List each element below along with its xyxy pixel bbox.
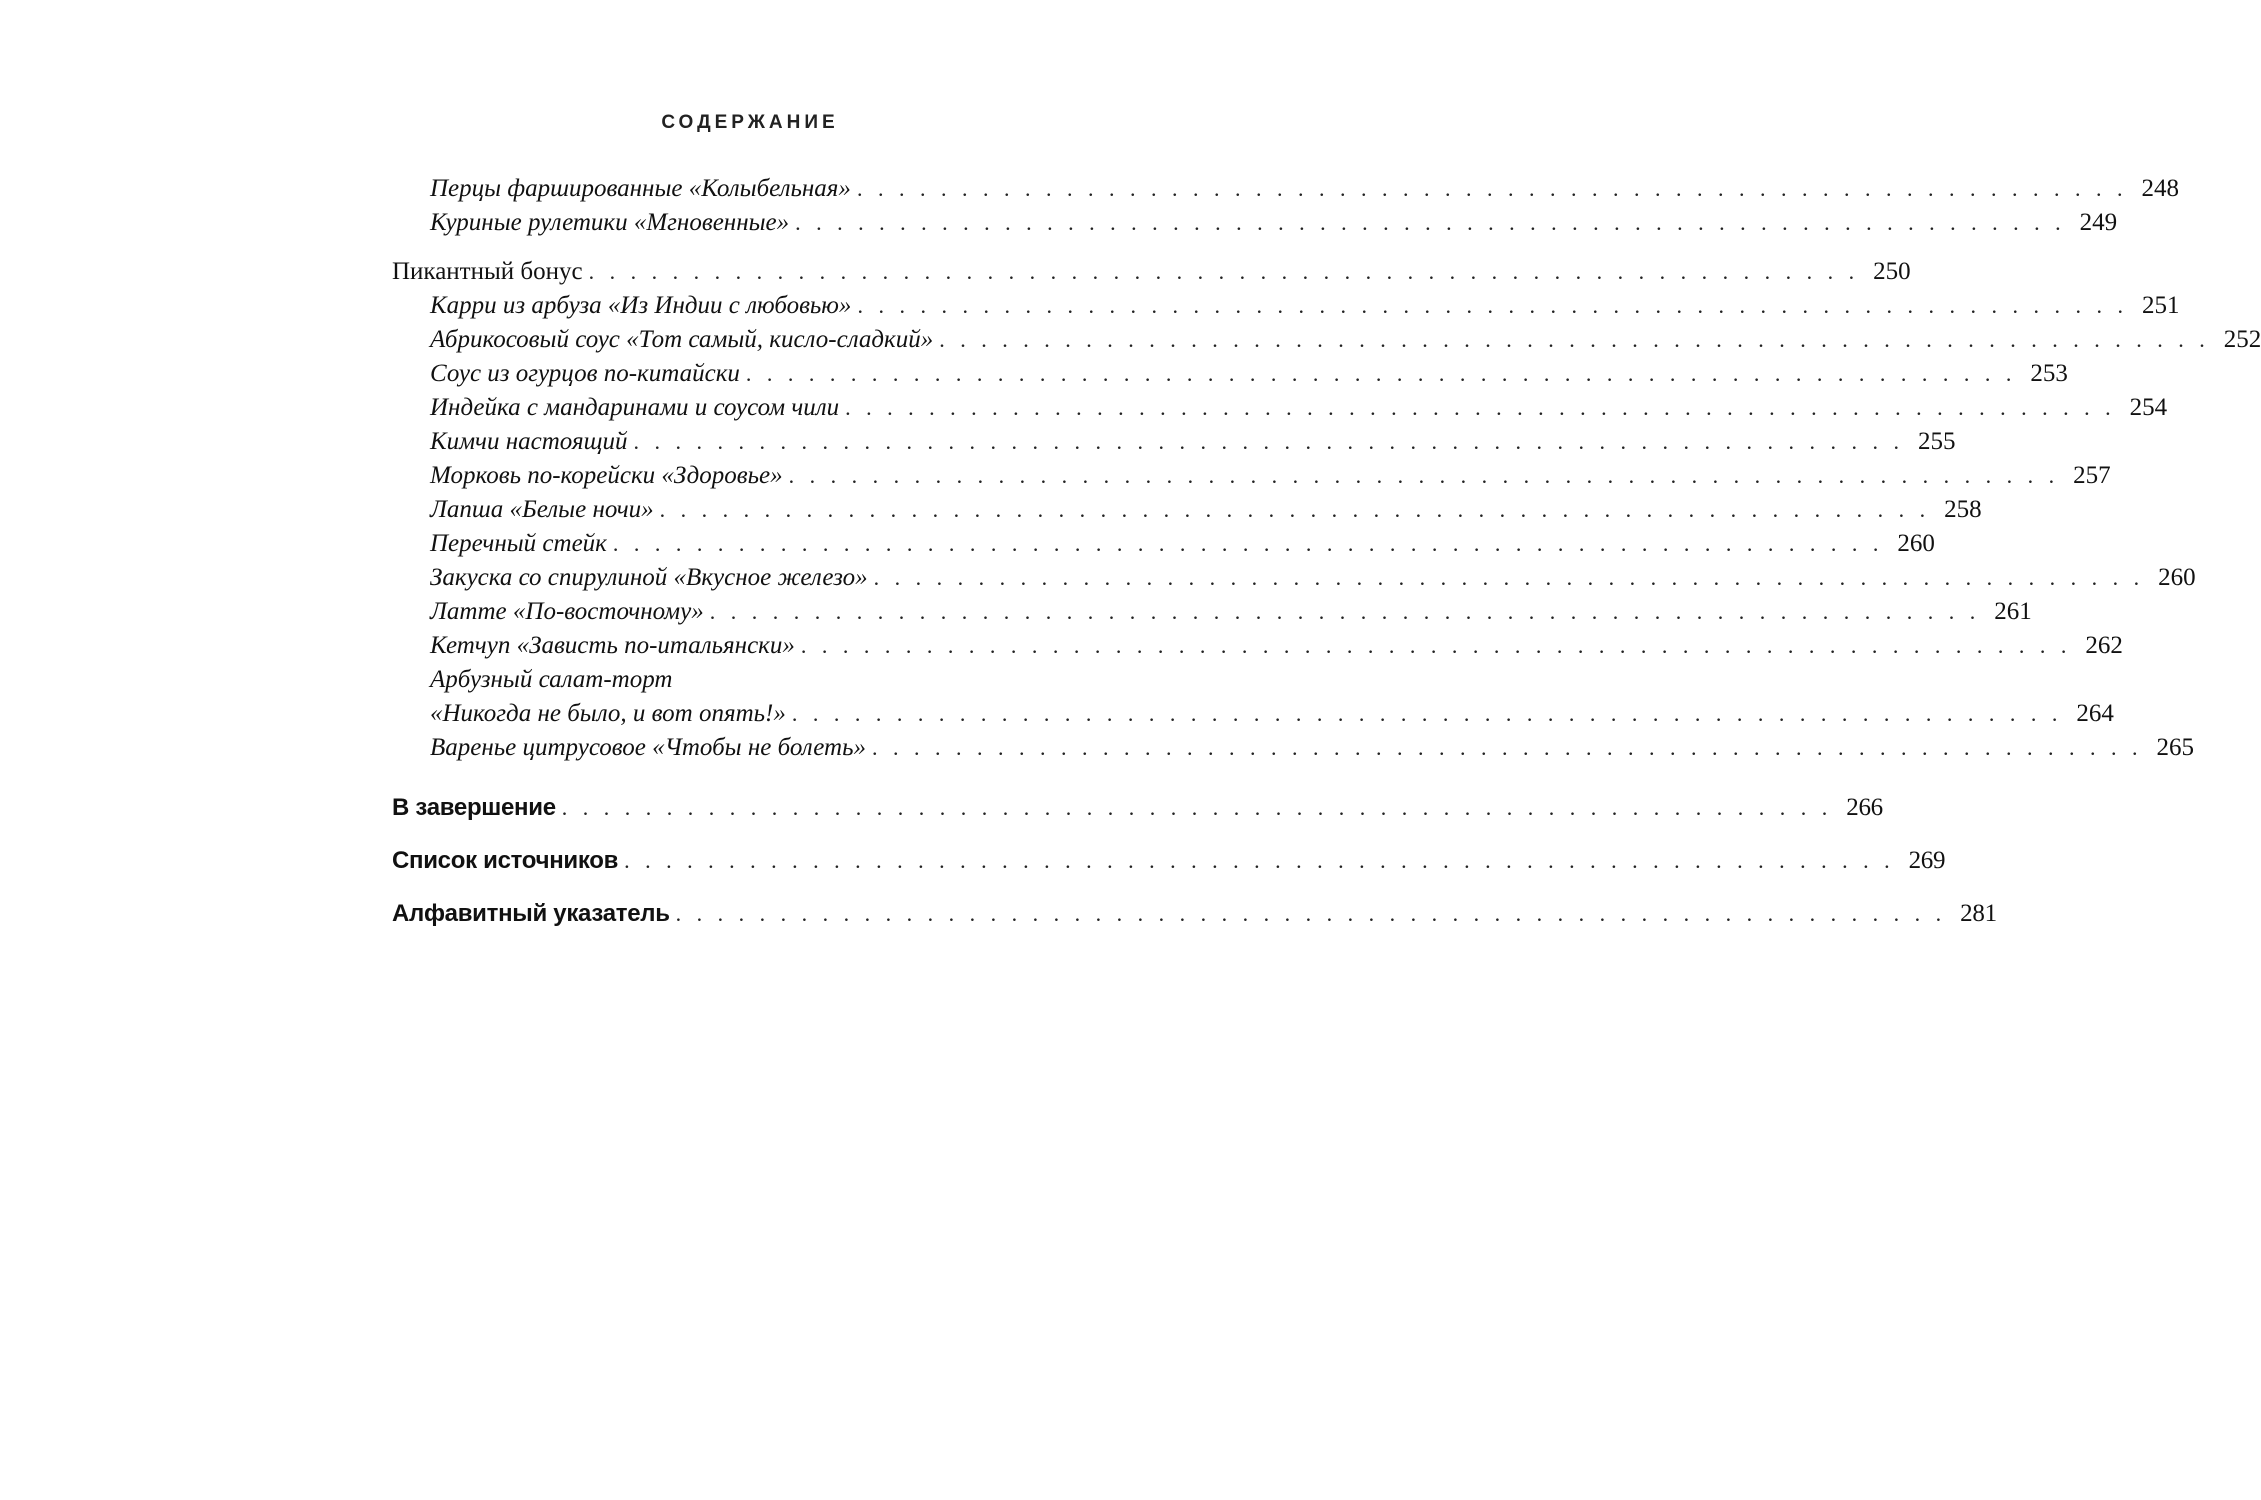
toc-entry-title: Закуска со спирулиной «Вкусное железо» bbox=[430, 564, 868, 591]
toc-page-number: 252 bbox=[2223, 326, 2261, 353]
toc-page-number: 250 bbox=[1873, 258, 1911, 285]
toc-entry-title: Варенье цитрусовое «Чтобы не болеть» bbox=[430, 734, 866, 761]
toc-entry-title: Абрикосовый соус «Тот самый, кисло-сладкий» bbox=[430, 326, 934, 353]
toc-entry[interactable] bbox=[430, 527, 1935, 561]
toc-entry[interactable] bbox=[430, 561, 2196, 595]
toc-chapter-entry[interactable] bbox=[392, 791, 1883, 825]
toc-leader-dots: . . . . . . . . . . . . . . . . . . . . . . . . . . . . . . . . . . . . . . . . . . . . . . . . . . . . . . . . . . . . . bbox=[845, 395, 2116, 420]
toc-entry-title: Арбузный салат-торт bbox=[430, 666, 673, 693]
toc-page-number: 260 bbox=[1897, 530, 1935, 557]
toc-page-number: 269 bbox=[1908, 847, 1946, 874]
toc-leader-dots: . . . . . . . . . . . . . . . . . . . . . . . . . . . . . . . . . . . . . . . . . . . . . . . . . . . . . . . . . . . . . bbox=[871, 735, 2143, 760]
toc-entry[interactable] bbox=[430, 493, 1982, 527]
toc-leader-dots: . . . . . . . . . . . . . . . . . . . . . . . . . . . . . . . . . . . . . . . . . . . . . . . . . . . . . . . . . . . . . bbox=[856, 176, 2128, 201]
toc-leader-dots: . . . . . . . . . . . . . . . . . . . . . . . . . . . . . . . . . . . . . . . . . . . . . . . . . . . . . . . . . . . . . bbox=[588, 259, 1860, 284]
toc-entry-title: Морковь по-корейски «Здоровье» bbox=[430, 462, 783, 489]
toc-page-number: 251 bbox=[2141, 292, 2180, 319]
toc-entry[interactable] bbox=[430, 595, 2032, 629]
toc-entry-title: Лапша «Белые ночи» bbox=[430, 496, 654, 523]
toc-entry-title: Перцы фаршированные «Колыбельная» bbox=[430, 175, 851, 202]
toc-page-number: 265 bbox=[2156, 734, 2194, 761]
toc-leader-dots: . . . . . . . . . . . . . . . . . . . . . . . . . . . . . . . . . . . . . . . . . . . . . . . . . . . . . . . . . . . . . bbox=[709, 599, 1981, 624]
toc-entry-first-line[interactable] bbox=[430, 663, 1058, 697]
toc-chapter-title: Алфавитный указатель bbox=[392, 900, 670, 927]
toc-section-title: Пикантный бонус bbox=[392, 258, 583, 285]
toc-leader-dots: . . . . . . . . . . . . . . . . . . . . . . . . . . . . . . . . . . . . . . . . . . . . . . . . . . . . . . . . . . . . . bbox=[659, 497, 1931, 522]
toc-page-number: 255 bbox=[1917, 428, 1956, 455]
toc-leader-dots: . . . . . . . . . . . . . . . . . . . . . . . . . . . . . . . . . . . . . . . . . . . . . . . . . . . . . . . . . . . . . bbox=[873, 565, 2145, 590]
toc-leader-dots: . . . . . . . . . . . . . . . . . . . . . . . . . . . . . . . . . . . . . . . . . . . . . . . . . . . . . . . . . . . . . bbox=[561, 795, 1833, 820]
toc-page-number: 260 bbox=[2158, 564, 2196, 591]
toc-leader-dots: . . . . . . . . . . . . . . . . . . . . . . . . . . . . . . . . . . . . . . . . . . . . . . . . . . . . . . . . . . . . . bbox=[633, 429, 1904, 454]
toc-chapter-entry[interactable] bbox=[392, 897, 1997, 931]
toc-leader-dots: . . . . . . . . . . . . . . . . . . . . . . . . . . . . . . . . . . . . . . . . . . . . . . . . . . . . . . . . . . . . . bbox=[745, 361, 2017, 386]
toc-entry[interactable] bbox=[430, 629, 2123, 663]
toc-leader-dots: . . . . . . . . . . . . . . . . . . . . . . . . . . . . . . . . . . . . . . . . . . . . . . . . . . . . . . . . . . . . . bbox=[800, 633, 2072, 658]
toc-entry[interactable] bbox=[430, 391, 2168, 425]
toc-entry[interactable] bbox=[430, 731, 2194, 765]
toc-page-number: 264 bbox=[2076, 700, 2114, 727]
toc-leader-dots: . . . . . . . . . . . . . . . . . . . . . . . . . . . . . . . . . . . . . . . . . . . . . . . . . . . . . . . . . . . . . bbox=[788, 463, 2060, 488]
toc-page-number: 261 bbox=[1994, 598, 2032, 625]
toc-entry[interactable] bbox=[430, 323, 2261, 357]
toc-entry-title: Кимчи настоящий bbox=[430, 428, 628, 455]
toc-entry-title: Карри из арбуза «Из Индии с любовью» bbox=[430, 292, 852, 319]
toc-leader-dots: . . . . . . . . . . . . . . . . . . . . . . . . . . . . . . . . . . . . . . . . . . . . . . . . . . . . . . . . . . . . . bbox=[791, 701, 2063, 726]
toc-leader-dots: . . . . . . . . . . . . . . . . . . . . . . . . . . . . . . . . . . . . . . . . . . . . . . . . . . . . . . . . . . . . . bbox=[624, 848, 1895, 873]
toc-chapter-title: Список источников bbox=[392, 847, 619, 874]
toc-page-number: 254 bbox=[2129, 394, 2168, 421]
toc-leader-dots: . . . . . . . . . . . . . . . . . . . . . . . . . . . . . . . . . . . . . . . . . . . . . . . . . . . . . . . . . . . . . bbox=[857, 293, 2128, 318]
toc-page-number: 248 bbox=[2141, 175, 2179, 202]
toc-entry-title: Кетчуп «Зависть по-итальянски» bbox=[430, 632, 795, 659]
toc-entry[interactable] bbox=[430, 206, 2118, 240]
toc-page-number: 262 bbox=[2085, 632, 2123, 659]
running-head: СОДЕРЖАНИЕ bbox=[661, 112, 839, 133]
toc-entry-title: Куриные рулетики «Мгновенные» bbox=[430, 209, 790, 236]
toc-page-number: 266 bbox=[1846, 794, 1883, 821]
toc-entry[interactable] bbox=[430, 697, 2114, 731]
toc-entry[interactable] bbox=[430, 425, 1956, 459]
toc-page-number: 281 bbox=[1960, 900, 1997, 927]
toc-page-number: 253 bbox=[2030, 360, 2068, 387]
toc-chapter-title: В завершение bbox=[392, 794, 556, 821]
toc-entry[interactable] bbox=[430, 172, 2179, 206]
toc-leader-dots: . . . . . . . . . . . . . . . . . . . . . . . . . . . . . . . . . . . . . . . . . . . . . . . . . . . . . . . . . . . . . bbox=[939, 327, 2210, 352]
toc-section-entry[interactable] bbox=[392, 255, 1911, 289]
toc-leader-dots: . . . . . . . . . . . . . . . . . . . . . . . . . . . . . . . . . . . . . . . . . . . . . . . . . . . . . . . . . . . . . bbox=[675, 901, 1947, 926]
toc-leader-dots: . . . . . . . . . . . . . . . . . . . . . . . . . . . . . . . . . . . . . . . . . . . . . . . . . . . . . . . . . . . . . bbox=[612, 531, 1884, 556]
toc-page-number: 249 bbox=[2079, 209, 2118, 236]
toc-entry[interactable] bbox=[430, 459, 2111, 493]
toc-chapter-entry[interactable] bbox=[392, 844, 1946, 878]
toc-entry-title: Индейка с мандаринами и соусом чили bbox=[430, 394, 840, 421]
toc-entry-title: «Никогда не было, и вот опять!» bbox=[430, 700, 786, 727]
toc-leader-dots: . . . . . . . . . . . . . . . . . . . . . . . . . . . . . . . . . . . . . . . . . . . . . . . . . . . . . . . . . . . . . bbox=[795, 210, 2066, 235]
toc-entry[interactable] bbox=[430, 289, 2180, 323]
toc-page-number: 257 bbox=[2073, 462, 2111, 489]
toc-page-number: 258 bbox=[1944, 496, 1982, 523]
toc-entry[interactable] bbox=[430, 357, 2068, 391]
toc-entry-title: Латте «По-восточному» bbox=[430, 598, 704, 625]
toc-entry-title: Соус из огурцов по-китайски bbox=[430, 360, 740, 387]
toc-entry-title: Перечный стейк bbox=[430, 530, 607, 557]
